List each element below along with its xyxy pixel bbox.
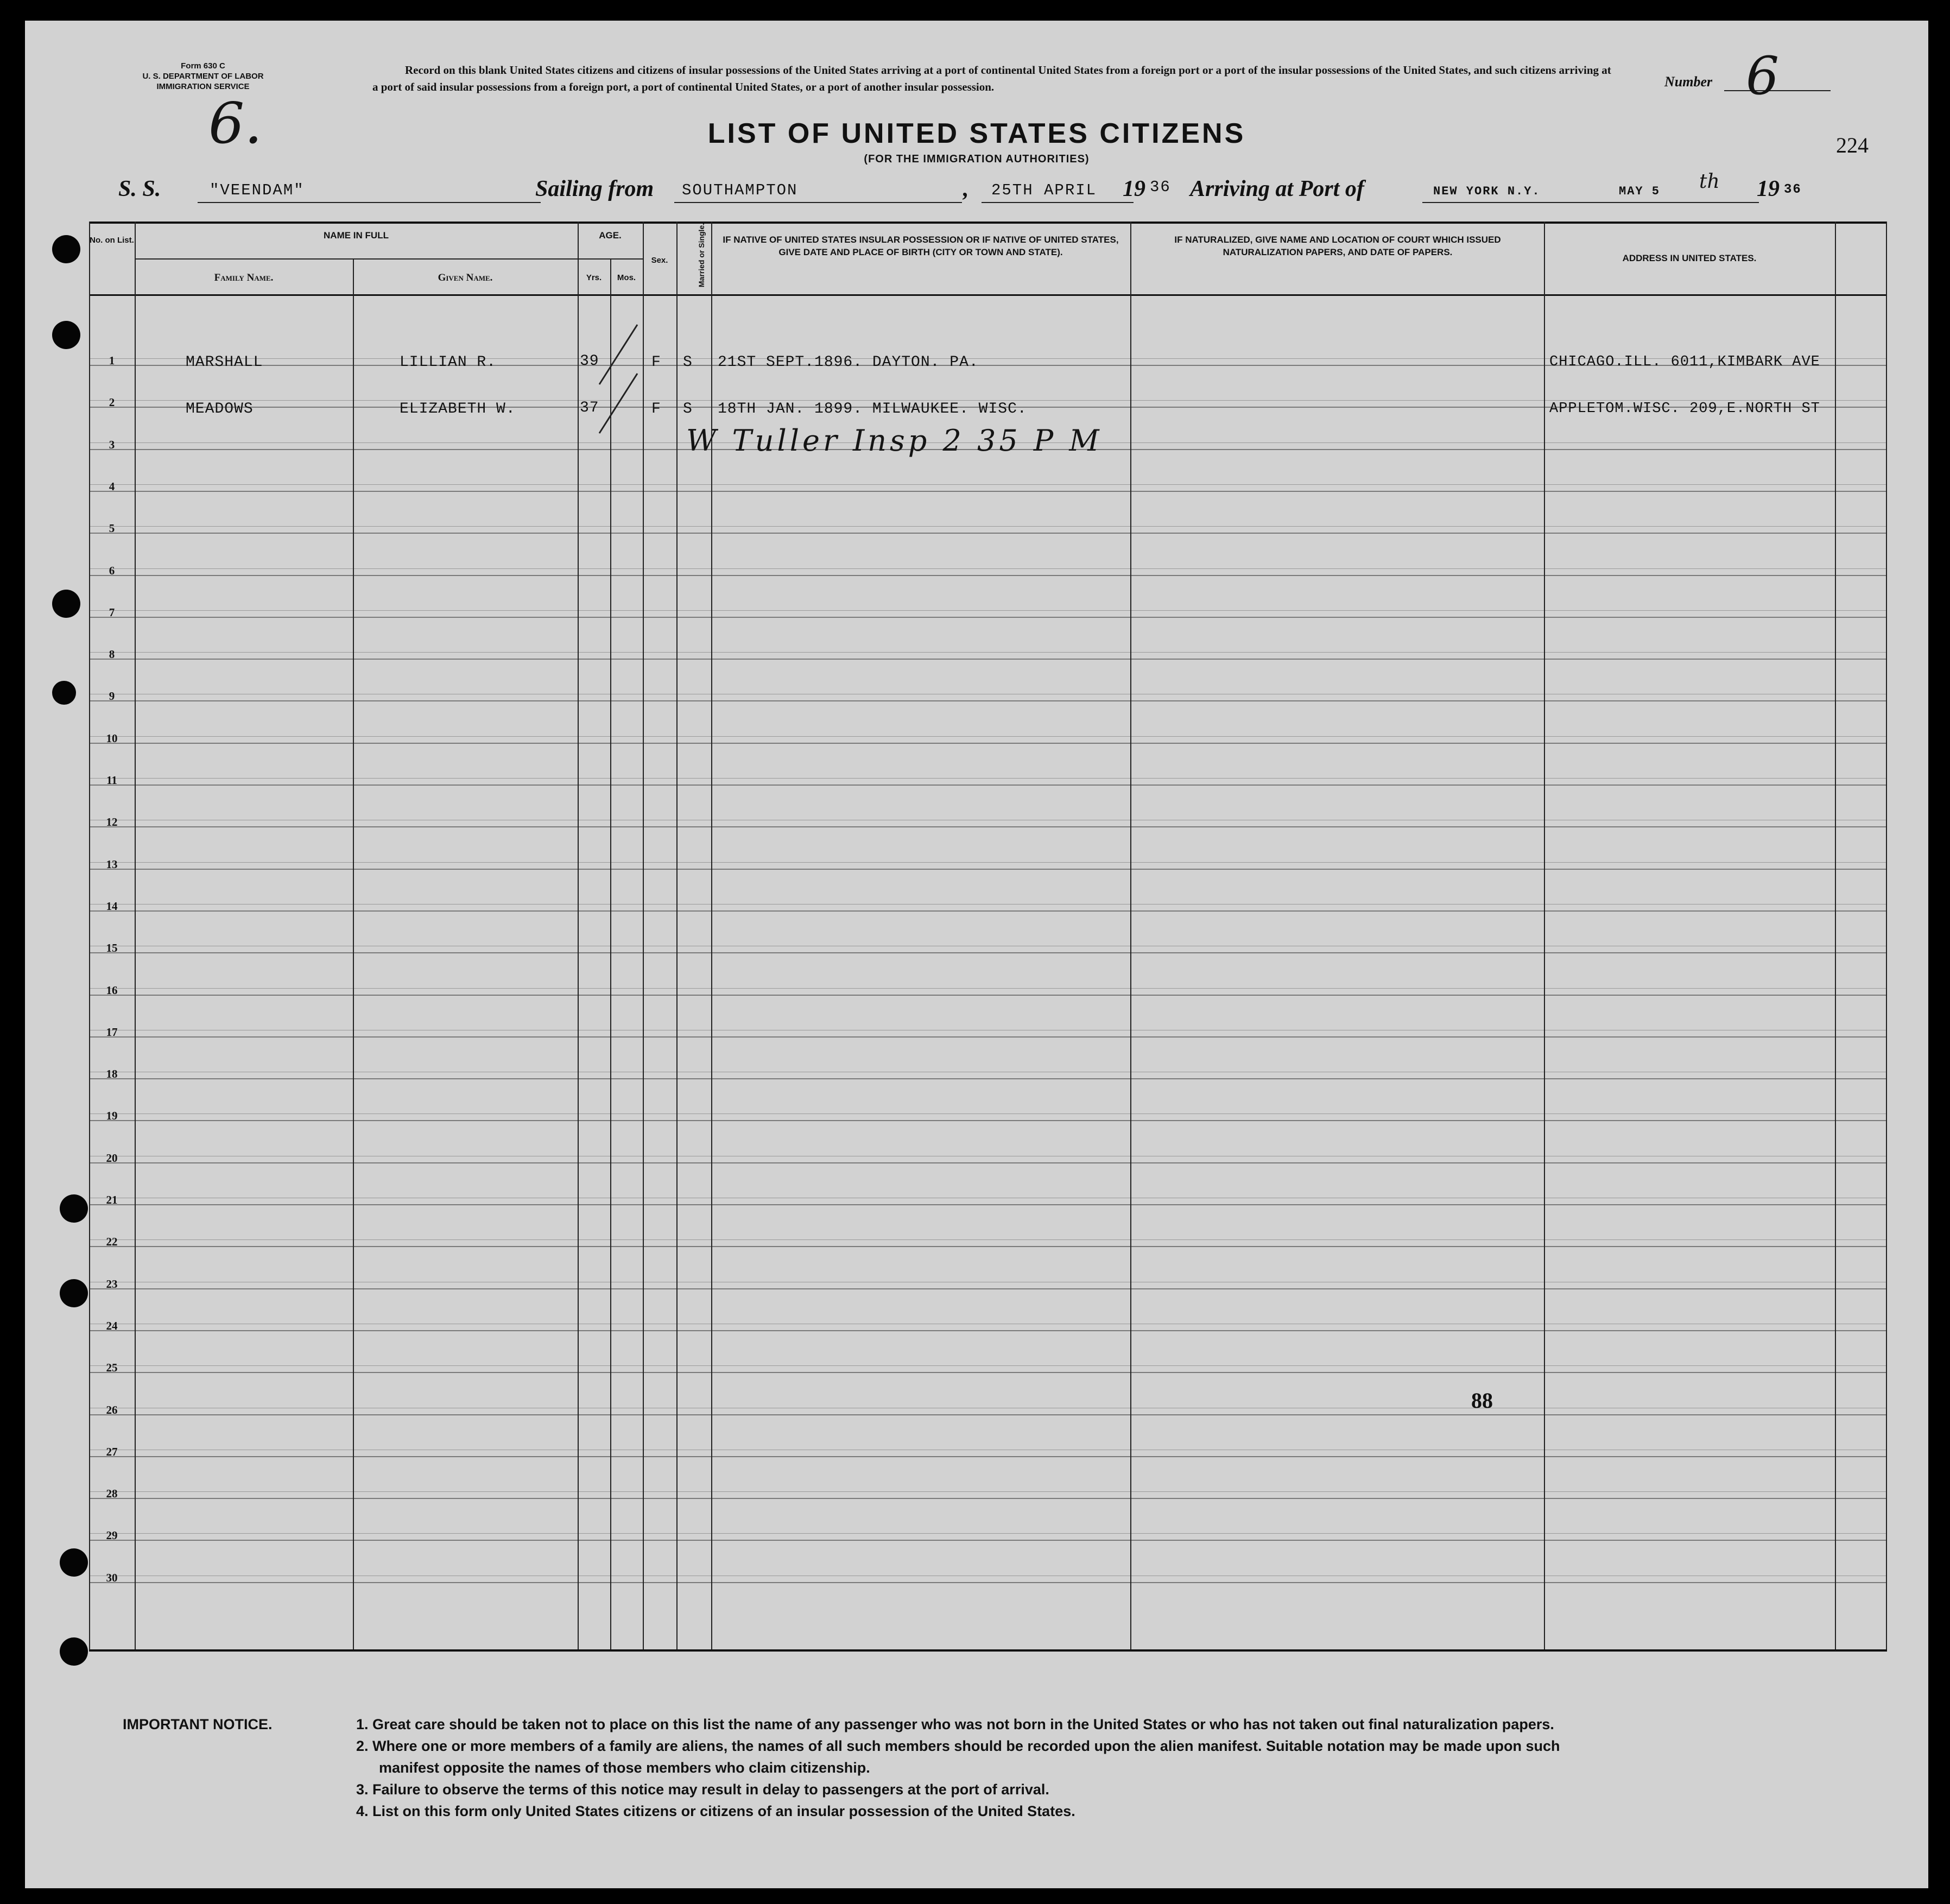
row-rule [89,1120,1887,1121]
row-rule [89,659,1887,660]
header-naturalization: IF NATURALIZED, GIVE NAME AND LOCATION OF COURT WHICH ISSUED NATURALIZATION PAPERS, AND DATE OF PAPERS. [1174,235,1501,257]
row-number: 29 [106,1529,118,1542]
birth-date-place-cell: 18TH JAN. 1899. MILWAUKEE. WISC. [718,401,1027,418]
row-number: 13 [106,858,118,871]
citizens-table [89,222,1887,1649]
row-rule [89,1036,1887,1038]
table-top-border [89,222,1887,224]
name-subheader-rule [135,258,578,260]
row-number: 6 [109,564,115,577]
page-number: 224 [1836,133,1869,157]
sex-cell: F [651,401,661,418]
row-rule [89,575,1887,576]
header-months: Mos. [617,273,636,282]
row-number: 5 [109,522,115,535]
col-divider [1835,222,1836,1649]
row-number: 11 [106,774,117,787]
family-name-cell: MARSHALL [186,354,263,371]
page-subtitle: (FOR THE IMMIGRATION AUTHORITIES) [864,153,1090,165]
sailing-year: 36 [1150,178,1171,196]
number-label: Number [1664,74,1713,90]
row-rule [89,1540,1887,1541]
notice-label: IMPORTANT NOTICE. [123,1716,273,1732]
header-married-single: Married or Single. [697,223,706,288]
row-number: 15 [106,941,118,954]
row-number: 14 [106,900,118,913]
header-place-of-birth: IF NATIVE OF UNITED STATES INSULAR POSSESSION OR IF NATIVE OF UNITED STATES, GIVE DATE AND PLACE OF BIRTH (CITY OR TOWN AND STATE). [723,235,1119,257]
birth-date-place-cell: 21ST SEPT.1896. DAYTON. PA. [718,354,979,371]
important-notice [123,1713,1914,1822]
row-number: 24 [106,1319,118,1332]
handwritten-sheet-number: 6. [208,90,263,156]
row-number: 26 [106,1403,118,1416]
age-years-cell: 37 [580,400,599,416]
row-rule [89,862,1887,863]
arrival-date: MAY 5 [1619,185,1661,198]
row-number: 7 [109,606,115,619]
department-name: U. S. DEPARTMENT OF LABOR [142,72,264,81]
sailing-year-prefix: 19 [1123,176,1145,201]
row-rule [89,1246,1887,1247]
row-number: 20 [106,1152,118,1165]
arrival-year-prefix: 19 [1757,176,1780,201]
row-rule [89,652,1887,653]
address-cell: APPLETOM.WISC. 209,E.NORTH ST [1549,401,1820,417]
service-name: IMMIGRATION SERVICE [156,82,250,91]
row-rule [89,1414,1887,1415]
row-rule [89,617,1887,618]
comma-1: , [963,176,969,201]
ss-label: S. S. [118,176,161,201]
row-rule [89,785,1887,786]
row-rule [89,1456,1887,1457]
arrival-port: NEW YORK N.Y. [1433,185,1541,198]
punch-hole [52,321,80,349]
col-divider [610,258,611,1649]
row-rule [89,1162,1887,1163]
row-rule [89,995,1887,996]
row-rule [89,826,1887,827]
row-number: 3 [109,438,115,451]
row-rule [89,1078,1887,1079]
row-rule [89,1288,1887,1289]
notice-item: 1. Great care should be taken not to place on this list the name of any passenger who was not born in the United States or who has not taken out final naturalization papers. [356,1716,1554,1732]
punch-hole [60,1637,88,1666]
punch-hole [52,590,80,618]
row-rule [89,1582,1887,1583]
row-rule [89,491,1887,492]
marital-status-cell: S [683,354,693,371]
notice-item: 4. List on this form only United States citizens or citizens of an insular possession of the United States. [356,1803,1075,1819]
form-number: Form 630 C [181,61,225,71]
row-rule [89,1491,1887,1492]
col-divider [1544,222,1545,1649]
given-name-cell: ELIZABETH W. [400,401,516,418]
row-rule [89,1239,1887,1240]
row-number: 22 [106,1235,118,1248]
row-rule [89,778,1887,779]
ship-underline [198,202,541,203]
inspector-note: W Tuller Insp 2 35 P M [686,423,1103,458]
row-number: 27 [106,1445,118,1458]
row-number: 17 [106,1026,118,1039]
header-no-on-list: No. on List. [90,236,134,245]
header-bottom-border [89,294,1887,296]
row-rule [89,1533,1887,1534]
row-rule [89,1330,1887,1331]
age-years-cell: 39 [580,353,599,370]
stamp-number: 88 [1471,1388,1493,1413]
family-name-cell: MEADOWS [186,401,254,418]
row-rule [89,910,1887,912]
row-number: 2 [109,396,115,409]
page-title: LIST OF UNITED STATES CITIZENS [707,118,1246,149]
row-number: 21 [106,1193,118,1206]
check-mark [599,374,637,433]
sailing-date: 25TH APRIL [991,181,1097,199]
row-rule [89,568,1887,569]
row-rule [89,1204,1887,1205]
notice-item: 3. Failure to observe the terms of this notice may result in delay to passengers at the port of arrival. [356,1781,1049,1798]
sailing-from-label: Sailing from [535,176,654,201]
row-number: 16 [106,984,118,997]
check-mark [599,325,637,384]
given-name-cell: LILLIAN R. [400,354,497,371]
col-divider [1130,222,1131,1649]
row-number: 10 [106,732,118,745]
arrival-year: 36 [1784,182,1802,197]
punch-hole [60,1548,88,1577]
row-rule [89,988,1887,989]
header-name-in-full: NAME IN FULL [324,230,389,241]
col-divider [135,222,136,1649]
sailing-date-underline [982,202,1134,203]
row-number: 4 [109,480,115,493]
row-rule [89,736,1887,737]
number-value: 6 [1746,46,1780,106]
row-number: 1 [109,354,115,367]
table-bottom-border [89,1649,1887,1652]
header-years: Yrs. [586,273,602,282]
form-sheet [25,21,1928,1888]
arrival-date-suffix: th [1699,170,1720,193]
row-rule [89,526,1887,527]
table-left-border [89,222,90,1649]
arriving-label: Arriving at Port of [1190,176,1364,201]
row-rule [89,700,1887,701]
header-given-name: Given Name. [438,272,493,283]
punch-hole [60,1194,88,1223]
row-rule [89,1365,1887,1366]
row-rule [89,743,1887,744]
row-number: 9 [109,690,115,703]
col-divider [353,258,354,1649]
address-cell: CHICAGO.ILL. 6011,KIMBARK AVE [1549,354,1820,370]
sailing-port: SOUTHAMPTON [682,181,798,199]
header-age: AGE. [599,230,622,241]
row-rule [89,952,1887,953]
row-number: 30 [106,1571,118,1584]
punch-hole [52,235,80,263]
header-address: ADDRESS IN UNITED STATES. [1622,253,1757,263]
instructions-text: Record on this blank United States citizens and citizens of insular possessions of the United States arriving at a port of continental United States from a foreign port or a port of the insular possessions of the United States, and such citizens arriving at a port of said insular possessions from a foreign port, a port of continental United States, or a port of another insular possession. [372,64,1611,93]
row-number: 12 [106,815,118,828]
notice-item: 2. Where one or more members of a family are aliens, the names of all such members should be recorded upon the alien manifest. Suitable notation may be made upon such [356,1738,1560,1754]
row-rule [89,533,1887,534]
form-identifier [94,61,312,92]
sailing-port-underline [674,202,962,203]
header-family-name: Family Name. [214,272,274,283]
row-number: 19 [106,1109,118,1122]
header-sex: Sex. [651,256,668,265]
arrival-port-underline [1422,202,1759,203]
row-number: 23 [106,1277,118,1291]
row-rule [89,1498,1887,1499]
row-rule [89,1372,1887,1373]
marital-status-cell: S [683,401,693,418]
sex-cell: F [651,354,661,371]
row-rule [89,869,1887,870]
punch-hole [52,681,76,705]
row-number: 8 [109,648,115,661]
row-number: 25 [106,1361,118,1374]
check-marks [578,303,686,439]
row-number: 28 [106,1487,118,1500]
ship-name: "VEENDAM" [210,181,305,199]
row-rule [89,610,1887,611]
punch-hole [60,1279,88,1307]
row-rule [89,484,1887,485]
row-number: 18 [106,1067,118,1080]
notice-item: manifest opposite the names of those members who claim citizenship. [379,1760,870,1776]
table-right-border [1886,222,1887,1649]
